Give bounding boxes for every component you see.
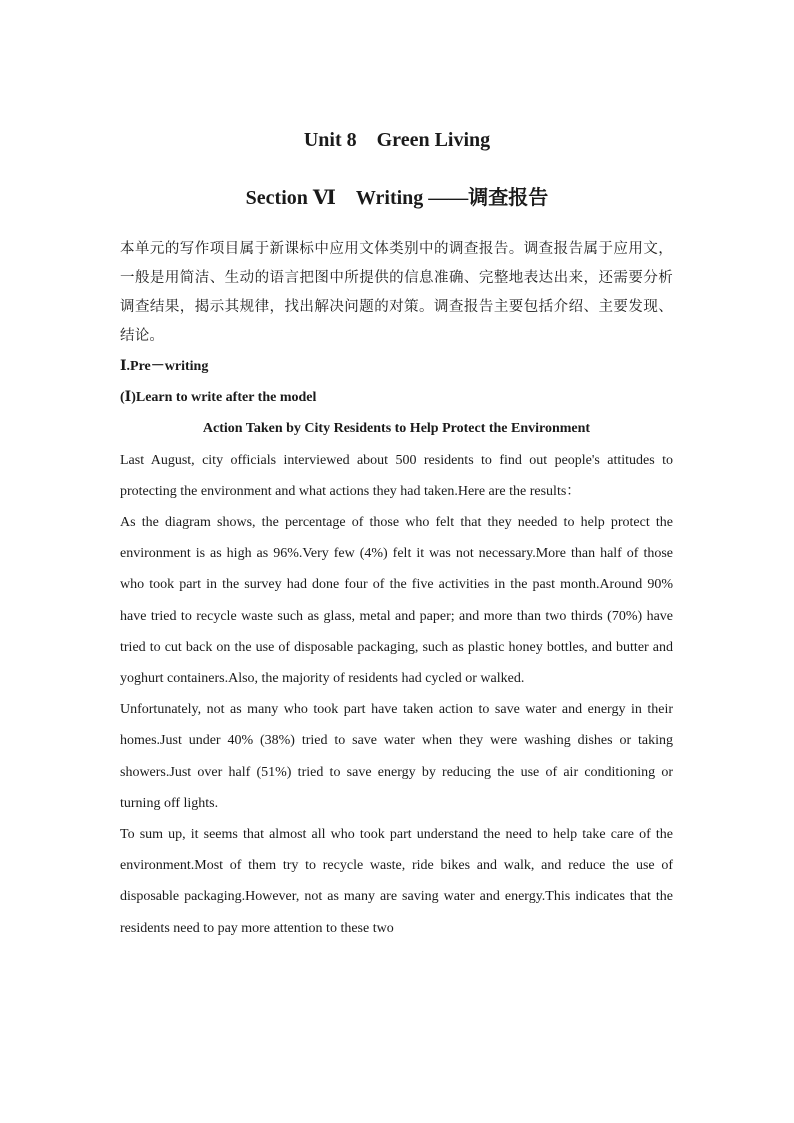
- model-paragraph-2: As the diagram shows, the percentage of those who felt that they needed to help protect the environment is as high as 96%.Very few (4%) felt it was not necessary.More than half of those who took part in the survey had done four of the five activities in the past month.Around 90% have tried to recycle waste such as glass, metal and paper; and more than two thirds (70%) have tried to cut back on the use of disposable packaging, such as plastic honey bottles, and butter and yoghurt containers.Also, the majority of residents had cycled or walked.: [120, 515, 673, 687]
- document-body: [120, 235, 673, 944]
- intro-paragraph: 本单元的写作项目属于新课标中应用文体类别中的调查报告。调查报告属于应用文，一般是用简洁、生动的语言把图中所提供的信息准确、完整地表达出来，还需要分析调查结果，揭示其规律，找出解决问题的对策。调查报告主要包括介绍、主要发现、结论。: [120, 241, 673, 344]
- model-paragraph-1: Last August, city officials interviewed about 500 residents to find out people's attitudes to protecting the environment and what actions they had taken.Here are the results：: [120, 452, 673, 499]
- unit-title: Unit 8 Green Living: [303, 129, 491, 151]
- model-paragraph-4: To sum up, it seems that almost all who took part understand the need to help take care of the environment.Most of them try to recycle waste, ride bikes and walk, and reduce the use of disposable packaging.However, not as many are saving water and energy.This indicates that the residents need to pay more attention to these two: [120, 827, 673, 936]
- model-title: Action Taken by City Residents to Help Protect the Environment: [202, 421, 591, 437]
- section-title: Section Ⅵ Writing ——调查报告: [245, 187, 549, 209]
- subpart-heading: (Ⅰ)Learn to write after the model: [120, 390, 317, 406]
- part-heading: Ⅰ.Pre－writing: [120, 359, 209, 374]
- model-paragraph-3: Unfortunately, not as many who took part have taken action to save water and energy in their homes.Just under 40% (38%) tried to save water when they were washing dishes or taking showers.Just over half (51%) tried to save energy by reducing the use of air conditioning or turning off lights.: [120, 702, 673, 811]
